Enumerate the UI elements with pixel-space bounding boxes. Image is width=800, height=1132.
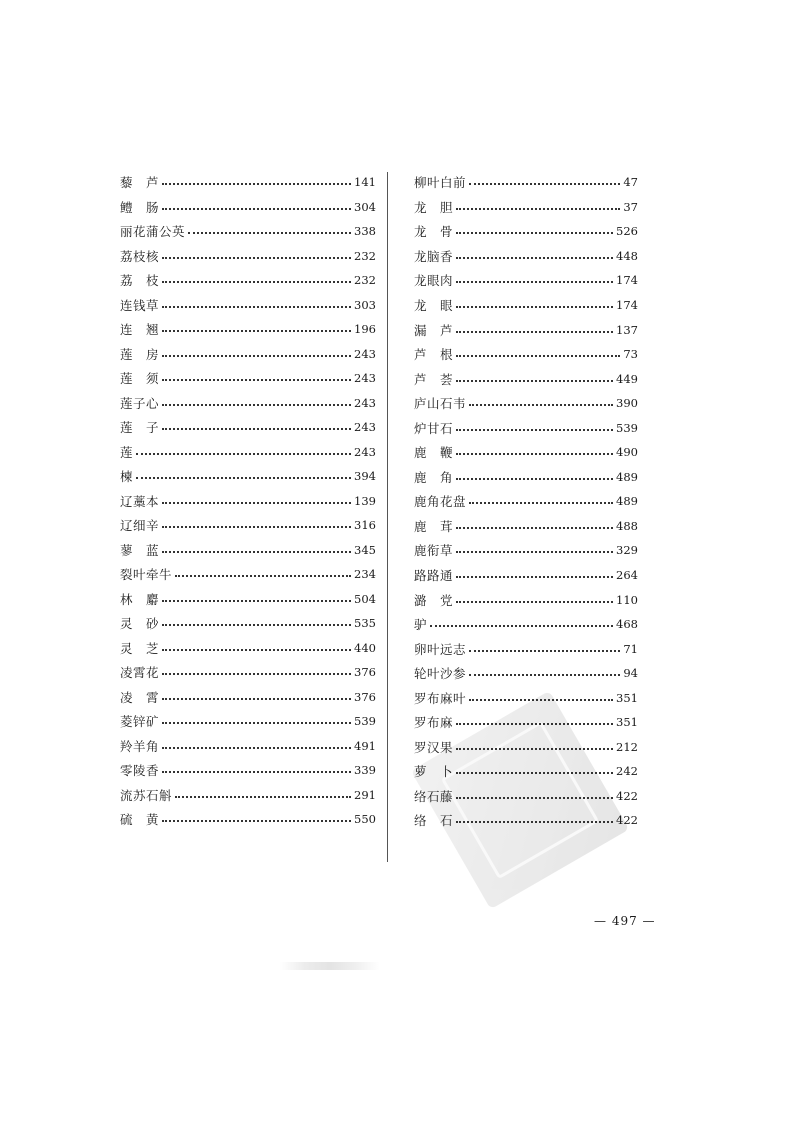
entry-page-number: 212 [616, 739, 638, 754]
dot-leader [162, 722, 351, 724]
entry-page-number: 47 [623, 175, 638, 190]
entry-term: 龙脑香 [414, 248, 454, 264]
entry-term: 羚羊角 [120, 738, 160, 754]
entry-term: 凌 霄 [120, 689, 160, 705]
entry-term: 芦 根 [414, 347, 454, 363]
entry-term: 蓼 蓝 [120, 542, 160, 558]
entry-term: 菱锌矿 [120, 714, 160, 730]
dot-leader [469, 650, 620, 652]
index-entry [120, 636, 376, 661]
dot-leader [175, 796, 351, 798]
dot-leader [456, 429, 613, 431]
entry-page-number: 338 [354, 224, 376, 239]
entry-term: 轮叶沙参 [414, 666, 467, 682]
entry-page-number: 491 [354, 738, 376, 753]
dot-leader [456, 748, 613, 750]
dot-leader [162, 600, 351, 602]
dot-leader [162, 820, 351, 822]
entry-term: 炉甘石 [414, 420, 454, 436]
entry-term: 流苏石斛 [120, 787, 173, 803]
index-entry [414, 587, 638, 612]
entry-term: 柳叶白前 [414, 175, 467, 191]
entry-page-number: 448 [616, 248, 638, 263]
entry-term: 驴 [414, 617, 428, 633]
entry-page-number: 71 [623, 641, 638, 656]
dot-leader [469, 404, 613, 406]
entry-term: 罗布麻 [414, 715, 454, 731]
index-entry [414, 489, 638, 514]
entry-page-number: 535 [354, 616, 376, 631]
index-entry [414, 636, 638, 661]
index-entry [120, 660, 376, 685]
index-entry [414, 317, 638, 342]
entry-term: 林 麝 [120, 591, 160, 607]
entry-term: 鹿 角 [414, 469, 454, 485]
entry-page-number: 232 [354, 248, 376, 263]
scan-smudge [280, 962, 380, 970]
dot-leader [188, 232, 351, 234]
entry-page-number: 422 [616, 813, 638, 828]
dot-leader [162, 281, 351, 283]
entry-page-number: 264 [616, 568, 638, 583]
entry-term: 莲 须 [120, 371, 160, 387]
entry-page-number: 196 [354, 322, 376, 337]
entry-page-number: 137 [616, 322, 638, 337]
entry-term: 萝 卜 [414, 764, 454, 780]
entry-page-number: 376 [354, 689, 376, 704]
index-entry [414, 195, 638, 220]
index-column-left [120, 170, 376, 832]
index-entry [120, 219, 376, 244]
index-entry [414, 391, 638, 416]
entry-page-number: 489 [616, 469, 638, 484]
dot-leader [456, 355, 620, 357]
entry-page-number: 174 [616, 298, 638, 312]
dot-leader [162, 624, 351, 626]
entry-page-number: 504 [354, 591, 376, 606]
index-entry [120, 538, 376, 563]
index-entry [120, 195, 376, 220]
index-entry [120, 268, 376, 293]
entry-term: 硫 黄 [120, 812, 160, 828]
dot-leader [162, 771, 351, 773]
entry-page-number: 139 [354, 493, 376, 508]
dot-leader [162, 551, 351, 553]
dot-leader [162, 649, 351, 651]
dot-leader [162, 208, 351, 210]
index-entry [120, 293, 376, 318]
dot-leader [456, 306, 613, 308]
dot-leader [162, 428, 351, 430]
index-entry [414, 735, 638, 760]
entry-term: 络 石 [414, 813, 454, 829]
dot-leader [456, 576, 613, 578]
entry-page-number: 234 [354, 567, 376, 582]
dot-leader [469, 183, 620, 185]
dot-leader [162, 673, 351, 675]
entry-term: 莲 子 [120, 420, 160, 436]
dot-leader [456, 601, 613, 603]
dot-leader [162, 355, 351, 357]
entry-term: 灵 砂 [120, 616, 160, 632]
index-entry [120, 440, 376, 465]
entry-page-number: 550 [354, 812, 376, 827]
dot-leader [456, 772, 613, 774]
entry-term: 荔枝核 [120, 248, 160, 264]
entry-term: 芦 荟 [414, 371, 454, 387]
index-entry [414, 538, 638, 563]
index-entry [120, 415, 376, 440]
index-entry [120, 709, 376, 734]
dot-leader [162, 404, 351, 406]
entry-page-number: 488 [616, 518, 638, 533]
entry-page-number: 232 [354, 273, 376, 288]
entry-term: 龙 骨 [414, 224, 454, 240]
entry-term: 鹿衔草 [414, 543, 454, 559]
entry-page-number: 243 [354, 444, 376, 459]
entry-term: 卵叶远志 [414, 641, 467, 657]
entry-term: 鹿 茸 [414, 518, 454, 534]
dot-leader [162, 306, 351, 308]
index-entry [414, 759, 638, 784]
dot-leader [162, 698, 351, 700]
entry-page-number: 94 [623, 666, 638, 681]
entry-term: 莲 [120, 444, 134, 460]
dot-leader [175, 575, 351, 577]
entry-term: 辽藁本 [120, 493, 160, 509]
dot-leader [162, 330, 351, 332]
entry-term: 辽细辛 [120, 518, 160, 534]
entry-page-number: 489 [616, 494, 638, 509]
entry-page-number: 390 [616, 396, 638, 411]
column-divider [387, 172, 388, 862]
entry-page-number: 110 [616, 592, 638, 607]
entry-page-number: 37 [623, 199, 638, 214]
dot-leader [456, 331, 613, 333]
dot-leader [456, 208, 620, 210]
index-entry [120, 783, 376, 808]
entry-page-number: 316 [354, 518, 376, 533]
index-entry [120, 170, 376, 195]
dot-leader [456, 797, 613, 799]
entry-page-number: 243 [354, 395, 376, 410]
dot-leader [162, 183, 351, 185]
dot-leader [162, 257, 351, 259]
index-entry [120, 244, 376, 269]
dot-leader [456, 527, 613, 529]
index-entry [414, 563, 638, 588]
index-column-right [414, 170, 638, 833]
entry-term: 鳢 肠 [120, 199, 160, 215]
dot-leader [456, 478, 613, 480]
index-entry [120, 513, 376, 538]
entry-page-number: 243 [354, 371, 376, 386]
index-entry [414, 342, 638, 367]
dot-leader [162, 747, 351, 749]
entry-term: 鹿角花盘 [414, 494, 467, 510]
dot-leader [456, 380, 613, 382]
entry-page-number: 329 [616, 543, 638, 558]
index-entry [120, 685, 376, 710]
entry-term: 楝 [120, 469, 134, 485]
entry-term: 裂叶牵牛 [120, 567, 173, 583]
index-entry [414, 465, 638, 490]
entry-term: 漏 芦 [414, 322, 454, 338]
entry-page-number: 303 [354, 297, 376, 312]
dot-leader [456, 551, 613, 553]
index-entry [414, 661, 638, 686]
entry-term: 凌霄花 [120, 665, 160, 681]
index-entry [414, 710, 638, 735]
entry-page-number: 141 [354, 175, 376, 190]
entry-term: 路路通 [414, 568, 454, 584]
entry-term: 连 翘 [120, 322, 160, 338]
index-entry [120, 366, 376, 391]
index-entry [414, 440, 638, 465]
index-entry [120, 342, 376, 367]
entry-term: 连钱草 [120, 297, 160, 313]
index-entry [414, 612, 638, 637]
index-entry [120, 489, 376, 514]
entry-term: 莲子心 [120, 395, 160, 411]
entry-term: 零陵香 [120, 763, 160, 779]
entry-page-number: 351 [616, 715, 638, 730]
dot-leader [162, 379, 351, 381]
entry-page-number: 394 [354, 469, 376, 484]
page-number: — 497 — [594, 914, 656, 928]
index-entry [120, 611, 376, 636]
entry-page-number: 440 [354, 640, 376, 655]
index-entry [414, 170, 638, 195]
entry-term: 潞 党 [414, 592, 454, 608]
index-entry [414, 415, 638, 440]
entry-page-number: 449 [616, 371, 638, 386]
dot-leader [469, 674, 620, 676]
entry-page-number: 73 [623, 347, 638, 362]
dot-leader [456, 723, 613, 725]
index-entry [120, 562, 376, 587]
entry-term: 龙 眼 [414, 298, 454, 313]
index-entry [120, 464, 376, 489]
entry-page-number: 339 [354, 763, 376, 778]
index-entry [414, 219, 638, 244]
entry-page-number: 422 [616, 788, 638, 803]
index-entry [120, 734, 376, 759]
index-entry [414, 784, 638, 809]
entry-page-number: 243 [354, 346, 376, 361]
entry-page-number: 526 [616, 224, 638, 239]
index-entry [120, 391, 376, 416]
entry-term: 庐山石韦 [414, 396, 467, 412]
dot-leader [456, 453, 613, 455]
dot-leader [469, 502, 613, 504]
entry-term: 罗布麻叶 [414, 690, 467, 706]
entry-page-number: 242 [616, 764, 638, 779]
entry-term: 鹿 鞭 [414, 445, 454, 461]
index-entry [414, 293, 638, 318]
dot-leader [456, 257, 613, 259]
entry-term: 藜 芦 [120, 175, 160, 191]
index-entry [120, 758, 376, 783]
entry-page-number: 291 [354, 787, 376, 802]
entry-page-number: 351 [616, 690, 638, 705]
entry-term: 丽花蒲公英 [120, 224, 186, 240]
entry-term: 龙眼肉 [414, 273, 454, 289]
entry-page-number: 490 [616, 445, 638, 460]
entry-page-number: 376 [354, 665, 376, 680]
entry-page-number: 345 [354, 542, 376, 557]
entry-term: 龙 胆 [414, 199, 454, 215]
entry-term: 灵 芝 [120, 640, 160, 656]
entry-term: 荔 枝 [120, 273, 160, 289]
entry-page-number: 539 [616, 420, 638, 435]
dot-leader [162, 526, 351, 528]
entry-page-number: 468 [616, 617, 638, 632]
dot-leader [456, 232, 613, 234]
dot-leader [136, 453, 351, 455]
entry-page-number: 243 [354, 420, 376, 435]
index-entry [414, 808, 638, 833]
dot-leader [162, 502, 351, 504]
dot-leader [430, 625, 613, 627]
index-entry [414, 268, 638, 293]
dot-leader [456, 821, 613, 823]
entry-term: 络石藤 [414, 788, 454, 804]
index-entry [120, 807, 376, 832]
entry-term: 莲 房 [120, 346, 160, 362]
entry-page-number: 174 [616, 273, 638, 288]
index-entry [414, 685, 638, 710]
index-entry [414, 244, 638, 269]
index-entry [120, 587, 376, 612]
index-entry [120, 317, 376, 342]
entry-term: 罗汉果 [414, 739, 454, 755]
entry-page-number: 539 [354, 714, 376, 729]
dot-leader [456, 281, 613, 283]
dot-leader [136, 477, 351, 479]
entry-page-number: 304 [354, 199, 376, 214]
index-entry [414, 514, 638, 539]
dot-leader [469, 699, 613, 701]
index-entry [414, 366, 638, 391]
